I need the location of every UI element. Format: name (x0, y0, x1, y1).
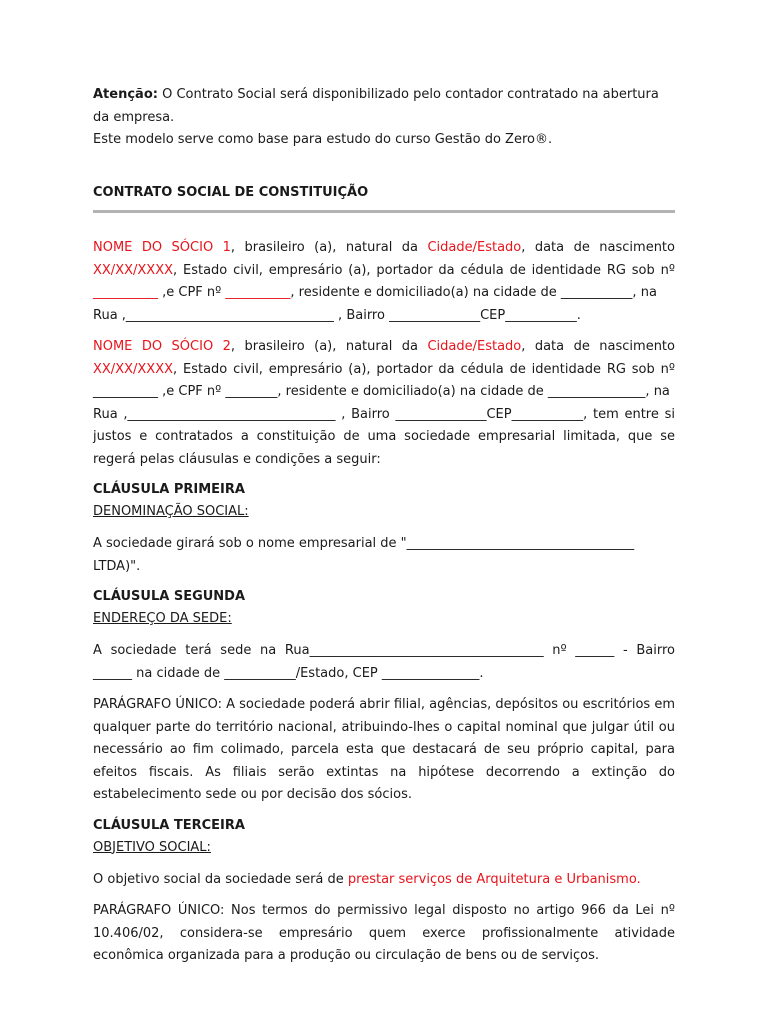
socio1-text-1: , brasileiro (a), natural da (230, 240, 428, 255)
socio1-rg-blank: __________ (93, 285, 158, 300)
clausula3-text-pre: O objetivo social da sociedade será de (93, 871, 348, 887)
document-title: CONTRATO SOCIAL DE CONSTITUIÇÃO (93, 184, 369, 200)
socio2-address: Rua ,________________________________ , Bairro ______________CEP___________, tem entre si justos e contratados a constituição de uma sociedade empresarial limitada, que se regerá pelas cláusulas e condições a seguir: (93, 406, 675, 467)
clausula2-paragrafo: PARÁGRAFO ÚNICO: A sociedade poderá abrir filial, agências, depósitos ou escritórios em qualquer parte do território nacional, atribuindo-lhes o capital nominal que julgar útil ou necessário ao fim colimado, parcela esta que destacará de seu próprio capital, para efeitos fiscais. As filiais serão extintas na hipótese decorrendo a extinção do estabelecimento sede ou por decisão dos sócios. (93, 697, 675, 802)
socio1-text-2: , data de nascimento (521, 240, 675, 255)
socio1-dob: XX/XX/XXXX (93, 262, 174, 278)
clausula1-text: A sociedade girará sob o nome empresarial de "___________________________________ LTDA)". (93, 536, 635, 574)
clausula1-heading: CLÁUSULA PRIMEIRA (93, 482, 245, 497)
clausula3-objective: prestar serviços de Arquitetura e Urbanismo. (347, 871, 641, 887)
socio1-name: NOME DO SÓCIO 1 (93, 240, 231, 255)
socio2-paragraph (93, 336, 675, 404)
notice-label: Atenção: (93, 87, 158, 102)
clausula3-text (93, 869, 675, 892)
clausula1-subheading: DENOMINAÇÃO SOCIAL: (93, 504, 249, 519)
socio1-paragraph (93, 237, 675, 305)
socio2-text-3: , Estado civil, empresário (a), portador da cédula de identidade RG sob nº __________ ,e CPF nº ________, residente e domiciliado(a) na cidade de _______________, na (93, 361, 675, 399)
notice-line-2: Este modelo serve como base para estudo do curso Gestão do Zero®. (93, 132, 553, 147)
socio2-text-1: , brasileiro (a), natural da (230, 339, 428, 354)
socio1-text-4: ,e CPF nº (158, 285, 226, 300)
socio2-origin: Cidade/Estado (427, 339, 522, 354)
clausula2-heading: CLÁUSULA SEGUNDA (93, 589, 246, 604)
clausula3-subheading: OBJETIVO SOCIAL: (93, 839, 211, 855)
socio1-address: Rua ,________________________________ , Bairro ______________CEP___________. (93, 307, 581, 323)
notice-line-1 (93, 84, 675, 129)
socio2-text-2: , data de nascimento (521, 339, 675, 354)
socio1-origin: Cidade/Estado (427, 240, 522, 255)
socio2-name: NOME DO SÓCIO 2 (93, 339, 231, 354)
clausula2-subheading: ENDEREÇO DA SEDE: (93, 611, 232, 626)
notice-text-1: O Contrato Social será disponibilizado pelo contador contratado na abertura da empresa. (93, 87, 659, 125)
clausula3-paragrafo: PARÁGRAFO ÚNICO: Nos termos do permissivo legal disposto no artigo 966 da Lei nº 10.406/02, considera-se empresário quem exerce profissionalmente atividade econômica organizada para a produção ou circulação de bens ou de serviços. (93, 903, 675, 963)
socio1-cpf-blank: __________ (225, 285, 291, 300)
socio1-text-3: , Estado civil, empresário (a), portador da cédula de identidade RG sob nº (173, 262, 675, 278)
socio1-text-5: , residente e domiciliado(a) na cidade de ___________, na (290, 285, 657, 300)
clausula3-heading: CLÁUSULA TERCEIRA (93, 817, 245, 833)
document-page (93, 84, 675, 968)
socio2-dob: XX/XX/XXXX (93, 361, 174, 377)
clausula2-text: A sociedade terá sede na Rua____________________________________ nº ______ - Bairro ______ na cidade de ___________/Estado, CEP _______________. (93, 643, 675, 681)
